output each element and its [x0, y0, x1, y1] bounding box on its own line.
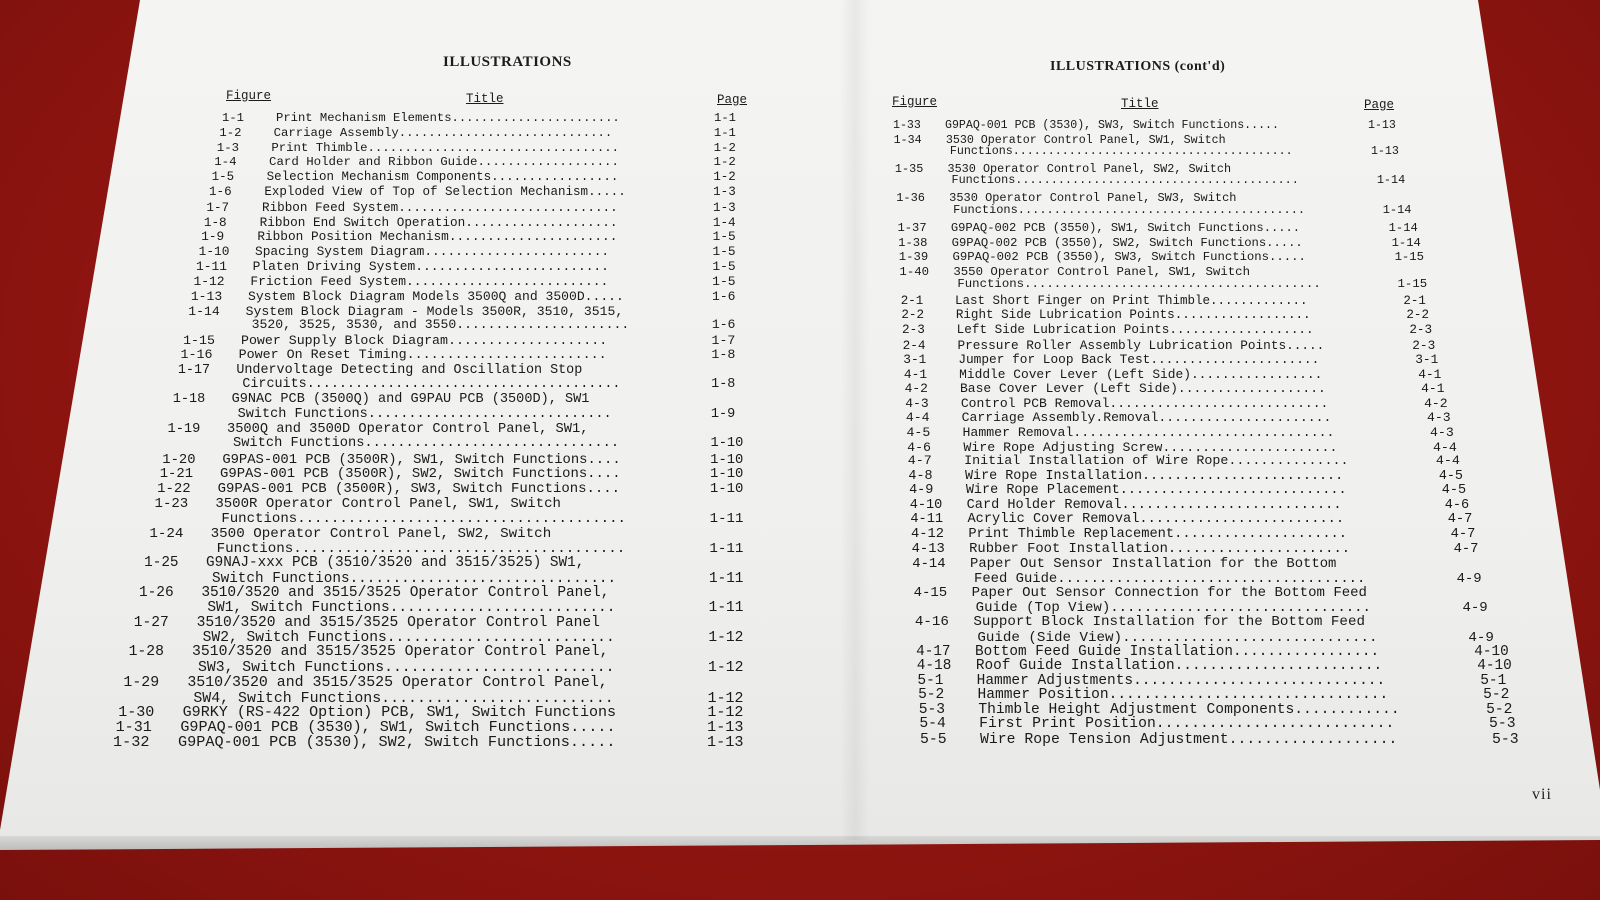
right-figure-title: Roof Guide Installation........................: [975, 658, 1383, 675]
right-figure-number: 2-3: [902, 322, 925, 337]
left-page-ref: 1-11: [709, 570, 744, 587]
left-figure-number: 1-18: [172, 392, 206, 408]
right-page-ref: 1-14: [1376, 173, 1406, 188]
right-figure-title-continued: Functions........................................: [957, 277, 1321, 292]
right-figure-number: 5-1: [917, 672, 944, 689]
right-figure-number: 5-4: [919, 716, 946, 733]
left-page-ref: 1-11: [709, 540, 744, 557]
left-figure-number: 1-21: [159, 466, 194, 483]
right-figure-title: Last Short Finger on Print Thimble.............: [955, 293, 1308, 308]
left-figure-number: 1-14: [188, 303, 220, 319]
right-page-ref: 4-1: [1421, 381, 1445, 397]
right-figure-number: 4-15: [913, 585, 948, 602]
right-figure-title: Paper Out Sensor Connection for the Bottom Feed: [971, 585, 1367, 602]
right-heading: ILLUSTRATIONS (cont'd): [1050, 59, 1226, 74]
right-figure-number: 1-39: [898, 250, 929, 265]
right-figure-number: 5-5: [920, 732, 947, 748]
right-figure-number: 4-8: [908, 468, 933, 484]
left-figure-number: 1-32: [113, 733, 150, 751]
left-col-figure: Figure: [226, 89, 272, 103]
left-figure-title: G9NAJ-xxx PCB (3510/3520 and 3515/3525) SW1,: [206, 555, 585, 572]
right-figure-number: 5-3: [918, 701, 946, 718]
right-figure-number: 4-18: [916, 658, 952, 675]
left-figure-title: Card Holder and Ribbon Guide...................: [269, 155, 619, 170]
left-figure-title: 3500Q and 3500D Operator Control Panel, SW1,: [227, 422, 589, 437]
left-figure-title: 3500 Operator Control Panel, SW2, Switch: [210, 525, 552, 542]
right-figure-title: Left Side Lubrication Points...................: [956, 322, 1314, 337]
right-figure-title: Support Block Installation for the Bottom Feed: [973, 614, 1365, 631]
left-figure-title-continued: Functions.......................................: [221, 510, 626, 527]
left-figure-number: 1-2: [219, 125, 242, 140]
left-figure-number: 1-13: [190, 288, 223, 304]
left-page-ref: 1-10: [710, 436, 744, 452]
right-page-ref: 4-7: [1447, 512, 1473, 528]
right-figure-title-continued: Feed Guide.....................................: [974, 570, 1366, 587]
right-figure-number: 1-34: [893, 132, 922, 147]
right-figure-number: 2-2: [901, 308, 924, 323]
right-page-ref: 5-2: [1483, 687, 1510, 704]
right-page-ref: 5-2: [1486, 701, 1513, 718]
right-figure-title: 3550 Operator Control Panel, SW1, Switch: [953, 264, 1251, 279]
left-figure-title: 3510/3520 and 3515/3525 Operator Control Panel,: [187, 674, 608, 691]
right-page-ref: 1-14: [1388, 221, 1418, 235]
left-figure-number: 1-17: [177, 362, 211, 378]
left-figure-number: 1-20: [162, 451, 196, 468]
left-figure-title: Print Mechanism Elements.......................: [276, 111, 620, 125]
left-page-ref: 1-7: [711, 333, 736, 349]
right-figure-title: Carriage Assembly.Removal......................: [961, 410, 1332, 426]
left-figure-title: G9NAC PCB (3500Q) and G9PAU PCB (3500D), SW1: [231, 392, 590, 408]
right-figure-title: Rubber Foot Installation......................: [969, 541, 1351, 557]
right-figure-number: 3-1: [903, 352, 927, 368]
right-figure-number: 1-33: [893, 119, 921, 132]
right-page-ref: 4-4: [1432, 439, 1457, 455]
left-figure-title-continued: Circuits.......................................: [242, 376, 621, 392]
left-figure-number: 1-3: [216, 140, 239, 155]
left-figure-title: Selection Mechanism Components.................: [266, 170, 619, 185]
left-figure-title-continued: SW2, Switch Functions..........................: [202, 630, 615, 647]
left-page-ref: 1-5: [712, 229, 736, 245]
right-figure-number: 1-36: [896, 190, 925, 205]
left-figure-title: G9RKY (RS-422 Option) PCB, SW1, Switch Functions: [182, 703, 617, 722]
left-page-ref: 1-1: [714, 111, 736, 125]
left-figure-title-continued: 3520, 3525, 3530, and 3550......................: [251, 317, 630, 333]
left-page-ref: 1-10: [709, 481, 744, 498]
left-page-ref: 1-5: [712, 259, 736, 275]
left-figure-number: 1-1: [222, 111, 244, 125]
right-figure-title: 3530 Operator Control Panel, SW3, Switch: [949, 190, 1237, 205]
right-figure-number: 1-37: [897, 221, 927, 235]
left-col-page: Page: [717, 93, 748, 107]
right-page-ref: 1-13: [1368, 119, 1396, 132]
left-page-ref: 1-5: [712, 244, 736, 260]
left-figure-title: Print Thimble..................................: [271, 140, 620, 155]
right-figure-title: Wire Rope Tension Adjustment...................: [980, 732, 1398, 748]
left-figure-title-continued: Functions.......................................: [216, 540, 626, 557]
right-figure-title-continued: Functions........................................: [951, 173, 1299, 188]
left-figure-number: 1-7: [206, 199, 230, 215]
right-figure-title-continued: Functions........................................: [953, 202, 1306, 217]
left-page-ref: 1-2: [713, 170, 736, 185]
right-figure-title: Card Holder Removal...........................: [966, 497, 1342, 513]
left-figure-title-continued: SW4, Switch Functions..........................: [193, 690, 614, 707]
left-figure-title-continued: Switch Functions...............................: [212, 570, 617, 587]
left-page-ref: 1-3: [713, 185, 736, 200]
right-figure-title: 3530 Operator Control Panel, SW1, Switch: [945, 132, 1226, 147]
left-page-ref: 1-10: [710, 451, 744, 468]
right-figure-title: G9PAQ-002 PCB (3550), SW1, Switch Functions.....: [950, 221, 1301, 235]
right-page-ref: 2-1: [1403, 293, 1426, 308]
left-figure-number: 1-26: [138, 584, 174, 601]
right-figure-title: Right Side Lubrication Points..................: [955, 308, 1311, 323]
left-figure-title: 3510/3520 and 3515/3525 Operator Control Panel,: [192, 644, 609, 661]
left-figure-number: 1-19: [167, 422, 201, 437]
left-page-ref: 1-8: [711, 376, 736, 392]
right-figure-title: 3530 Operator Control Panel, SW2, Switch: [947, 161, 1232, 176]
right-figure-title: Paper Out Sensor Installation for the Bottom: [970, 556, 1337, 573]
right-figure-title: Middle Cover Lever (Left Side).................: [959, 366, 1323, 382]
left-figure-number: 1-30: [118, 703, 155, 722]
right-page-ref: 2-3: [1409, 322, 1433, 337]
right-page-ref: 4-3: [1427, 410, 1451, 426]
right-figure-number: 4-9: [909, 483, 934, 499]
right-figure-title: Wire Rope Installation.........................: [965, 468, 1344, 484]
right-figure-title: Bottom Feed Guide Installation.................: [975, 643, 1380, 660]
right-figure-number: 1-40: [899, 264, 930, 279]
right-figure-title: Thimble Height Adjustment Components............: [978, 701, 1400, 718]
right-figure-number: 4-2: [904, 381, 928, 397]
right-figure-number: 4-11: [910, 512, 944, 528]
right-figure-title: Jumper for Loop Back Test......................: [958, 352, 1320, 368]
left-page-ref: 1-3: [713, 199, 736, 215]
left-figure-number: 1-29: [123, 674, 160, 691]
left-page-ref: 1-11: [708, 600, 744, 617]
left-figure-number: 1-5: [211, 170, 235, 185]
right-figure-title: Hammer Removal.................................: [962, 425, 1335, 440]
right-page-ref: 5-3: [1489, 716, 1516, 733]
left-page-ref: 1-12: [708, 630, 744, 647]
left-figure-title: G9PAS-001 PCB (3500R), SW3, Switch Functions....: [217, 481, 621, 498]
right-figure-title: Print Thimble Replacement.....................: [968, 527, 1348, 542]
left-figure-number: 1-25: [144, 555, 179, 572]
left-figure-number: 1-16: [180, 347, 213, 363]
left-figure-number: 1-9: [201, 229, 225, 245]
left-page-ref: 1-2: [713, 140, 736, 155]
left-page-ref: 1-9: [710, 406, 736, 422]
left-page-ref: 1-12: [707, 703, 744, 722]
left-col-title: Title: [466, 92, 504, 106]
right-page-ref: 4-10: [1477, 658, 1512, 675]
left-figure-title: G9PAQ-001 PCB (3530), SW2, Switch Functions.....: [178, 733, 616, 751]
left-figure-title: Platen Driving System.........................: [252, 259, 609, 275]
right-figure-title: G9PAQ-001 PCB (3530), SW3, Switch Functions.....: [945, 119, 1279, 132]
left-figure-title-continued: Switch Functions..............................: [237, 406, 612, 422]
right-page-ref: 4-5: [1438, 468, 1463, 484]
right-figure-number: 4-3: [905, 395, 929, 411]
right-page-ref: 4-1: [1418, 366, 1442, 382]
right-page-ref: 4-9: [1456, 570, 1482, 587]
left-page-ref: 1-10: [710, 466, 744, 483]
right-figure-number: 4-13: [911, 541, 945, 557]
right-page-ref: 1-15: [1397, 277, 1428, 292]
left-figure-title: 3510/3520 and 3515/3525 Operator Control Panel,: [201, 584, 610, 601]
left-page-ref: 1-12: [708, 660, 744, 677]
left-figure-number: 1-6: [209, 185, 232, 200]
right-page-ref: 4-3: [1430, 425, 1454, 440]
left-figure-title: Ribbon End Switch Operation....................: [259, 214, 618, 230]
right-figure-title: Wire Rope Adjusting Screw......................: [963, 439, 1338, 455]
right-figure-number: 4-14: [912, 556, 946, 573]
left-figure-title: G9PAS-001 PCB (3500R), SW1, Switch Functions....: [222, 451, 621, 468]
right-figure-number: 1-38: [898, 235, 928, 250]
left-figure-number: 1-27: [133, 614, 169, 631]
right-figure-title: Pressure Roller Assembly Lubrication Points.....: [957, 337, 1325, 353]
right-figure-title: G9PAQ-002 PCB (3550), SW3, Switch Functions.....: [952, 250, 1306, 265]
left-figure-title: G9PAQ-001 PCB (3530), SW1, Switch Functions.....: [180, 718, 616, 737]
left-figure-number: 1-12: [193, 273, 225, 289]
right-figure-title: Hammer Position................................: [977, 687, 1389, 704]
left-figure-title: Power Supply Block Diagram....................: [241, 333, 608, 349]
left-figure-title-continued: SW3, Switch Functions..........................: [198, 660, 615, 677]
right-page-ref: 2-2: [1406, 308, 1430, 323]
right-figure-number: 4-5: [906, 425, 931, 440]
left-figure-title: System Block Diagram Models 3500Q and 3500D.....: [248, 288, 624, 304]
right-figure-title: G9PAQ-002 PCB (3550), SW2, Switch Functions.....: [951, 235, 1303, 250]
left-figure-title: Exploded View of Top of Selection Mechanism.....: [264, 185, 626, 200]
left-figure-title: 3510/3520 and 3515/3525 Operator Control Panel: [196, 614, 600, 631]
right-figure-title-continued: Functions........................................: [949, 144, 1293, 159]
right-page-ref: 1-15: [1394, 250, 1425, 265]
right-figure-number: 4-6: [907, 439, 932, 455]
right-figure-number: 4-16: [914, 614, 949, 631]
left-page-ref: 1-8: [711, 347, 736, 363]
left-figure-title: Carriage Assembly.............................: [273, 125, 613, 140]
right-figure-title-continued: Guide (Top View)...............................: [975, 600, 1371, 617]
right-figure-number: 4-4: [905, 410, 930, 426]
right-figure-number: 4-7: [907, 454, 932, 470]
right-page-ref: 4-2: [1424, 395, 1448, 411]
right-figure-title: Control PCB Removal............................: [960, 395, 1329, 411]
right-figure-number: 4-12: [911, 527, 944, 542]
left-figure-number: 1-23: [154, 496, 189, 513]
left-figure-title: G9PAS-001 PCB (3500R), SW2, Switch Functions....: [220, 466, 621, 483]
left-figure-title: Spacing System Diagram........................: [255, 244, 610, 260]
right-page-ref: 5-3: [1492, 732, 1519, 748]
left-page-ref: 1-1: [713, 125, 736, 140]
right-page-ref: 5-1: [1480, 672, 1507, 689]
right-page-ref: 4-4: [1435, 454, 1460, 470]
page-number: vii: [1532, 786, 1552, 803]
left-figure-number: 1-10: [198, 244, 230, 260]
right-page-ref: 4-10: [1474, 643, 1509, 660]
left-figure-number: 1-15: [183, 333, 215, 349]
left-page-ref: 1-13: [707, 718, 744, 737]
left-figure-title-continued: Switch Functions...............................: [233, 436, 620, 452]
right-figure-number: 1-35: [894, 161, 924, 176]
right-page-ref: 4-5: [1441, 483, 1467, 499]
left-figure-title-continued: SW1, Switch Functions..........................: [207, 600, 616, 617]
right-figure-number: 2-1: [900, 293, 924, 308]
right-page-ref: 1-14: [1382, 202, 1412, 217]
left-figure-number: 1-31: [115, 718, 152, 737]
right-figure-number: 4-17: [916, 643, 951, 660]
right-page-ref: 4-7: [1450, 527, 1476, 542]
left-page-ref: 1-6: [712, 288, 736, 304]
left-figure-number: 1-11: [196, 259, 228, 275]
left-figure-title: System Block Diagram - Models 3500R, 3510, 3515,: [245, 303, 624, 319]
left-page-ref: 1-11: [709, 510, 744, 527]
right-col-title: Title: [1121, 97, 1159, 111]
left-page-ref: 1-12: [707, 690, 744, 707]
right-figure-title: Wire Rope Placement............................: [965, 483, 1347, 499]
right-col-page: Page: [1364, 98, 1395, 112]
right-page-ref: 2-3: [1412, 337, 1436, 353]
right-page-ref: 4-7: [1453, 541, 1479, 557]
right-page-ref: 3-1: [1415, 352, 1439, 368]
left-figure-title: Friction Feed System..........................: [250, 273, 609, 289]
left-figure-title: Ribbon Position Mechanism......................: [257, 229, 618, 245]
right-figure-title: First Print Position...........................: [979, 716, 1395, 733]
right-figure-title: Initial Installation of Wire Rope...............: [964, 454, 1349, 470]
right-figure-title-continued: Guide (Side View)..............................: [977, 629, 1378, 646]
left-figure-number: 1-24: [149, 525, 184, 542]
left-figure-title: 3500R Operator Control Panel, SW1, Switch: [215, 496, 561, 513]
left-figure-title: Undervoltage Detecting and Oscillation Stop: [236, 362, 583, 378]
right-page-ref: 1-14: [1391, 235, 1421, 250]
right-figure-number: 4-1: [903, 366, 928, 382]
right-page-ref: 1-13: [1370, 144, 1399, 159]
left-heading: ILLUSTRATIONS: [443, 54, 572, 70]
left-figure-number: 1-28: [128, 644, 165, 661]
right-col-figure: Figure: [892, 95, 938, 109]
right-figure-number: 2-4: [902, 337, 926, 353]
right-figure-number: 5-2: [918, 687, 945, 704]
left-figure-title: Ribbon Feed System.............................: [262, 199, 618, 215]
right-figure-title: Acrylic Cover Removal.........................: [967, 512, 1345, 528]
right-figure-number: 4-10: [909, 497, 943, 513]
right-page-ref: 4-9: [1462, 600, 1488, 617]
right-figure-title: Hammer Adjustments.............................: [976, 672, 1386, 689]
page-spine: [840, 0, 870, 840]
left-page-ref: 1-13: [707, 733, 744, 751]
left-figure-title: Power On Reset Timing.........................: [238, 347, 607, 363]
left-figure-number: 1-4: [214, 155, 237, 170]
left-page-ref: 1-4: [712, 214, 736, 230]
left-figure-number: 1-8: [203, 214, 227, 230]
right-page-ref: 4-9: [1468, 629, 1494, 646]
left-figure-number: 1-22: [157, 481, 191, 498]
right-figure-title: Base Cover Lever (Left Side)...................: [960, 381, 1326, 397]
left-page-ref: 1-6: [711, 317, 736, 333]
right-page-ref: 4-6: [1444, 497, 1470, 513]
left-page-ref: 1-2: [713, 155, 736, 170]
left-page-ref: 1-5: [712, 273, 736, 289]
